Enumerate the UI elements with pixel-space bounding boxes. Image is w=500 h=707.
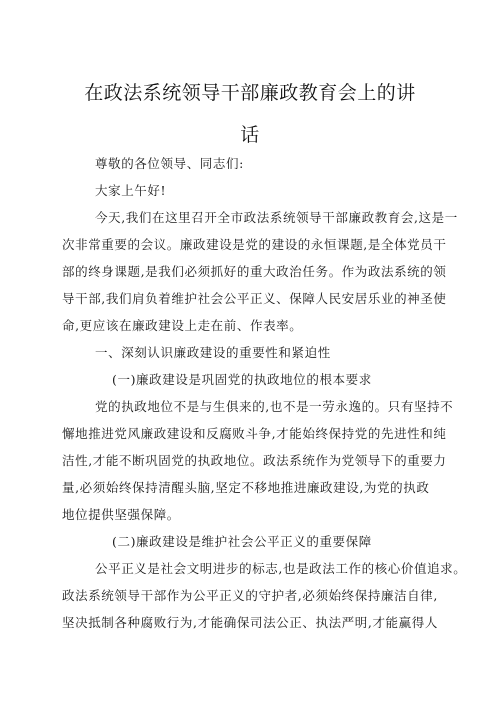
paragraph-line: 部的终身课题,是我们必须抓好的重大政治任务。作为政法系统的领 [62,264,447,279]
paragraph-line: 导干部,我们肩负着维护社会公平正义、保障人民安居乐业的神圣使 [62,291,447,306]
document-title-line-1: 在政法系统领导干部廉政教育会上的讲 [84,82,416,104]
paragraph-line: 命,更应该在廉政建设上走在前、作表率。 [62,318,303,333]
paragraph-line: 今天,我们在这里召开全市政法系统领导干部廉政教育会,这是一 [95,210,458,225]
paragraph-line: 洁性,才能不断巩固党的执政地位。政法系统作为党领导下的重要力 [62,453,447,468]
greeting: 大家上午好! [95,183,167,198]
paragraph-line: 地位提供坚强保障。 [62,507,180,522]
paragraph-line: 公平正义是社会文明进步的标志,也是政法工作的核心价值追求。 [95,561,467,576]
document-title-line-2: 话 [240,124,260,146]
paragraph-line: 政法系统领导干部作为公平正义的守护者,必须始终保持廉洁自律, [62,588,438,603]
paragraph-line: 党的执政地位不是与生俱来的,也不是一劳永逸的。只有坚持不 [95,399,454,414]
paragraph-line: 坚决抵制各种腐败行为,才能确保司法公正、执法严明,才能赢得人 [62,615,438,630]
paragraph-line: 量,必须始终保持清醒头脑,坚定不移地推进廉政建设,为党的执政 [62,480,430,495]
paragraph-line: 次非常重要的会议。廉政建设是党的建设的永恒课题,是全体党员干 [62,237,447,252]
subsection-heading: (二)廉政建设是维护社会公平正义的重要保障 [112,534,372,549]
paragraph-line: 懈地推进党风廉政建设和反腐败斗争,才能始终保持党的先进性和纯 [62,426,447,441]
salutation: 尊敬的各位领导、同志们: [95,156,244,171]
section-heading: 一、深刻认识廉政建设的重要性和紧迫性 [95,345,331,360]
subsection-heading: (一)廉政建设是巩固党的执政地位的根本要求 [112,372,372,387]
